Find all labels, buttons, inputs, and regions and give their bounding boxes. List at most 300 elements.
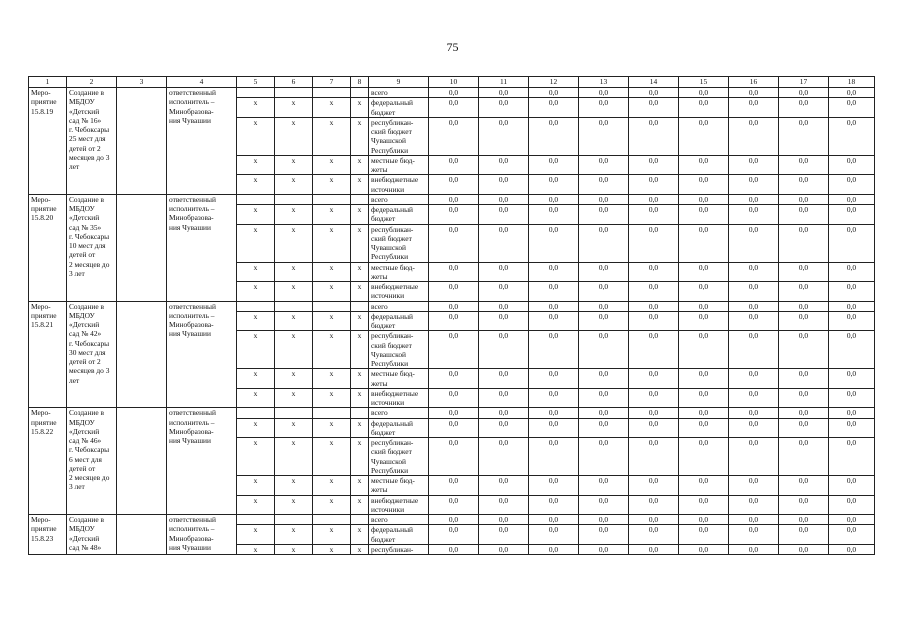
amount-cell: 0,0 [529,175,579,195]
code-cell: х [313,98,351,118]
amount-cell: 0,0 [679,117,729,155]
measure-name-line: детей от [69,250,96,260]
amount-cell: 0,0 [529,438,579,476]
table-row [29,301,875,311]
amount-cell: 0,0 [529,117,579,155]
code-cell [351,408,369,418]
code-cell [237,515,275,525]
amount-cell: 0,0 [579,438,629,476]
measure-code [29,408,67,515]
table-row [29,88,875,98]
measure-name-line: месяцев до 3 [69,152,110,162]
amount-cell: 0,0 [829,525,875,545]
amount-cell: 0,0 [479,388,529,408]
funding-source-line: федеральный [371,418,413,428]
code-cell: х [313,224,351,262]
amount-cell: 0,0 [479,155,529,175]
funding-source-line: ский бюджет [371,233,412,243]
measure-code-line: приятие [31,204,57,213]
amount-cell: 0,0 [529,301,579,311]
measure-name-line: детей от 2 [69,357,101,366]
amount-cell: 0,0 [779,194,829,204]
measure-name-line: лет [69,375,80,385]
code-cell [275,88,313,98]
funding-source-line: Чувашской [371,136,407,146]
code-cell: х [275,525,313,545]
amount-cell: 0,0 [429,175,479,195]
measure-name [67,301,117,408]
amount-cell: 0,0 [729,495,779,515]
amount-cell: 0,0 [829,301,875,311]
amount-cell: 0,0 [779,155,829,175]
amount-cell: 0,0 [829,194,875,204]
amount-cell: 0,0 [779,282,829,302]
amount-cell: 0,0 [629,175,679,195]
amount-cell: 0,0 [729,88,779,98]
measure-code-line: Меро- [31,408,51,418]
code-cell: х [275,117,313,155]
amount-cell: 0,0 [679,438,729,476]
measure-code-line: Меро- [31,88,51,97]
amount-cell: 0,0 [779,495,829,515]
code-cell: х [351,117,369,155]
measure-name [67,88,117,195]
funding-source [369,408,429,418]
amount-cell: 0,0 [429,495,479,515]
code-cell: х [237,155,275,175]
amount-cell: 0,0 [579,301,629,311]
amount-cell: 0,0 [729,476,779,496]
funding-source-line: местные бюд- [371,262,415,272]
code-cell: х [313,175,351,195]
amount-cell: 0,0 [629,476,679,496]
code-cell [313,194,351,204]
column-number: 18 [829,77,875,88]
amount-cell: 0,0 [479,515,529,525]
amount-cell: 0,0 [829,117,875,155]
amount-cell: 0,0 [729,418,779,438]
responsible-executor [167,301,237,408]
code-cell: х [313,311,351,331]
amount-cell: 0,0 [429,88,479,98]
amount-cell: 0,0 [679,301,729,311]
code-cell: х [313,495,351,515]
amount-cell: 0,0 [529,495,579,515]
amount-cell: 0,0 [529,525,579,545]
funding-source-line: всего [371,408,388,418]
amount-cell: 0,0 [479,262,529,282]
measure-name [67,194,117,301]
funding-source-line: всего [371,301,388,311]
amount-cell: 0,0 [829,418,875,438]
funding-source-line: жеты [371,165,388,174]
responsible-line: Минобразова- [169,320,214,329]
amount-cell: 0,0 [629,408,679,418]
funding-source-line: Республики [371,465,409,475]
code-cell: х [313,476,351,496]
amount-cell: 0,0 [529,98,579,118]
measure-name-line: сад № 48» [69,542,102,552]
funding-source-line: Республики [371,252,409,262]
funding-source [369,194,429,204]
code-cell: х [313,282,351,302]
responsible-line: ния Чувашии [169,115,211,125]
funding-source-line: местные бюд- [371,155,415,165]
amount-cell: 0,0 [429,301,479,311]
amount-cell: 0,0 [529,194,579,204]
amount-cell: 0,0 [429,331,479,369]
responsible-line: Минобразова- [169,533,214,543]
measure-name-line: г. Чебоксары [69,231,110,241]
responsible-line: Минобразова- [169,213,214,223]
amount-cell: 0,0 [479,544,529,554]
funding-source [369,418,429,438]
funding-source-line: бюджет [371,107,396,117]
measure-name-line: 2 месяцев до [69,259,110,269]
amount-cell: 0,0 [679,331,729,369]
funding-source [369,88,429,98]
amount-cell: 0,0 [629,301,679,311]
funding-source [369,438,429,476]
amount-cell: 0,0 [579,408,629,418]
amount-cell: 0,0 [829,175,875,195]
code-cell: х [275,282,313,302]
amount-cell: 0,0 [479,331,529,369]
column-number: 15 [679,77,729,88]
responsible-line: ответственный [169,88,216,97]
amount-cell: 0,0 [529,418,579,438]
responsible-line: Минобразова- [169,106,214,116]
funding-source [369,98,429,118]
amount-cell: 0,0 [429,205,479,225]
measure-name-line: МБДОУ [69,417,95,427]
amount-cell: 0,0 [429,438,479,476]
code-cell [275,301,313,311]
funding-source-line: Республики [371,145,409,155]
measure-name-line: 6 мест для [69,454,102,464]
code-cell: х [313,369,351,389]
amount-cell: 0,0 [829,476,875,496]
amount-cell: 0,0 [729,282,779,302]
code-cell: х [351,155,369,175]
measure-name-line: месяцев до 3 [69,366,110,376]
column-number: 1 [29,77,67,88]
code-cell: х [313,117,351,155]
amount-cell: 0,0 [429,418,479,438]
amount-cell: 0,0 [779,476,829,496]
column-number: 13 [579,77,629,88]
funding-source [369,155,429,175]
amount-cell: 0,0 [529,388,579,408]
amount-cell: 0,0 [829,224,875,262]
measure-code [29,515,67,555]
responsible-line: исполнитель – [169,310,215,320]
amount-cell: 0,0 [829,282,875,302]
funding-source-line: жеты [371,271,388,281]
funding-source [369,301,429,311]
amount-cell: 0,0 [429,311,479,331]
code-cell: х [351,205,369,225]
amount-cell: 0,0 [579,262,629,282]
funding-source-line: местные бюд- [371,369,415,379]
table-body [29,88,875,555]
amount-cell: 0,0 [679,515,729,525]
amount-cell: 0,0 [829,205,875,225]
funding-source-line: ский бюджет [371,127,412,136]
funding-source [369,331,429,369]
amount-cell: 0,0 [629,525,679,545]
empty-cell [117,194,167,301]
code-cell: х [237,224,275,262]
responsible-executor [167,194,237,301]
code-cell: х [237,331,275,369]
measure-name-line: Создание в [69,515,104,524]
code-cell: х [351,495,369,515]
funding-source-line: республикан- [371,224,414,234]
measure-code-line: приятие [31,97,57,107]
amount-cell: 0,0 [829,438,875,476]
measure-name-line: «Детский [69,426,100,436]
code-cell: х [237,418,275,438]
amount-cell: 0,0 [529,369,579,389]
code-cell: х [351,476,369,496]
funding-source-line: республикан- [371,117,414,127]
amount-cell: 0,0 [729,194,779,204]
amount-cell: 0,0 [529,331,579,369]
code-cell [237,301,275,311]
column-number: 11 [479,77,529,88]
code-cell [313,88,351,98]
code-cell: х [237,388,275,408]
amount-cell: 0,0 [779,311,829,331]
code-cell [237,88,275,98]
measure-code-line: приятие [31,310,57,320]
amount-cell: 0,0 [629,117,679,155]
funding-source [369,369,429,389]
amount-cell: 0,0 [579,525,629,545]
amount-cell: 0,0 [529,476,579,496]
code-cell: х [275,175,313,195]
responsible-line: исполнитель – [169,417,215,427]
amount-cell: 0,0 [479,438,529,476]
amount-cell: 0,0 [579,224,629,262]
amount-cell: 0,0 [779,388,829,408]
page-number: 75 [446,40,459,54]
code-cell [351,301,369,311]
code-cell [237,194,275,204]
amount-cell: 0,0 [479,369,529,389]
funding-source [369,515,429,525]
measure-name-line: 10 мест для [69,241,106,250]
amount-cell: 0,0 [779,544,829,554]
amount-cell: 0,0 [779,331,829,369]
measure-name-line: 3 лет [69,482,85,492]
amount-cell: 0,0 [629,418,679,438]
code-cell: х [237,525,275,545]
amount-cell: 0,0 [679,262,729,282]
column-number: 10 [429,77,479,88]
amount-cell: 0,0 [779,262,829,282]
measure-code [29,194,67,301]
amount-cell: 0,0 [529,408,579,418]
amount-cell: 0,0 [429,408,479,418]
funding-source-line: источники [371,291,405,301]
funding-source [369,262,429,282]
code-cell: х [351,98,369,118]
amount-cell: 0,0 [779,175,829,195]
amount-cell: 0,0 [529,311,579,331]
code-cell: х [275,418,313,438]
column-number: 12 [529,77,579,88]
amount-cell: 0,0 [829,331,875,369]
amount-cell: 0,0 [829,98,875,118]
amount-cell: 0,0 [779,418,829,438]
amount-cell: 0,0 [579,205,629,225]
amount-cell: 0,0 [829,515,875,525]
amount-cell: 0,0 [629,388,679,408]
amount-cell: 0,0 [579,495,629,515]
amount-cell: 0,0 [629,495,679,515]
measure-name-line: «Детский [69,533,100,543]
amount-cell: 0,0 [429,117,479,155]
amount-cell: 0,0 [729,525,779,545]
amount-cell: 0,0 [729,369,779,389]
amount-cell: 0,0 [479,98,529,118]
table-row [29,408,875,418]
amount-cell: 0,0 [429,224,479,262]
amount-cell: 0,0 [829,88,875,98]
code-cell: х [313,205,351,225]
amount-cell: 0,0 [429,476,479,496]
measure-name-line: сад № 42» [69,329,102,339]
empty-cell [117,88,167,195]
amount-cell: 0,0 [479,311,529,331]
amount-cell: 0,0 [629,205,679,225]
funding-source-line: внебюджетные [371,388,419,398]
code-cell: х [351,418,369,438]
amount-cell: 0,0 [829,495,875,515]
code-cell: х [237,495,275,515]
code-cell [351,194,369,204]
amount-cell: 0,0 [779,408,829,418]
amount-cell: 0,0 [429,194,479,204]
funding-source-line: Чувашской [371,456,407,466]
measure-name-line: лет [69,162,80,171]
amount-cell: 0,0 [529,515,579,525]
code-cell: х [237,117,275,155]
amount-cell: 0,0 [729,544,779,554]
amount-cell: 0,0 [779,117,829,155]
column-number: 6 [275,77,313,88]
amount-cell: 0,0 [629,438,679,476]
funding-source-line: ский бюджет [371,340,412,350]
column-number: 14 [629,77,679,88]
code-cell: х [237,369,275,389]
code-cell: х [351,175,369,195]
code-cell: х [237,438,275,476]
funding-source-line: бюджет [371,214,396,224]
measure-name-line: МБДОУ [69,524,95,534]
amount-cell: 0,0 [829,544,875,554]
funding-source [369,544,429,554]
funding-source [369,175,429,195]
amount-cell: 0,0 [679,205,729,225]
code-cell [275,515,313,525]
amount-cell: 0,0 [679,175,729,195]
amount-cell: 0,0 [679,388,729,408]
measure-name-line: «Детский [69,320,100,329]
code-cell: х [275,544,313,554]
amount-cell: 0,0 [479,418,529,438]
amount-cell: 0,0 [679,155,729,175]
funding-source [369,282,429,302]
measure-code [29,301,67,408]
amount-cell: 0,0 [429,155,479,175]
amount-cell: 0,0 [779,369,829,389]
funding-source-line: всего [371,88,388,97]
responsible-line: Минобразова- [169,426,214,436]
funding-source-line: внебюджетные [371,175,419,185]
measure-name-line: МБДОУ [69,310,95,320]
responsible-line: ния Чувашии [169,436,211,445]
amount-cell: 0,0 [579,98,629,118]
code-cell: х [313,155,351,175]
amount-cell: 0,0 [629,515,679,525]
funding-source-line: источники [371,184,405,194]
code-cell: х [351,438,369,476]
column-number: 7 [313,77,351,88]
code-cell [275,194,313,204]
measure-name-line: г. Чебоксары [69,125,110,134]
funding-source-line: республикан- [371,331,414,341]
column-number: 8 [351,77,369,88]
funding-source [369,117,429,155]
responsible-executor [167,408,237,515]
amount-cell: 0,0 [579,282,629,302]
amount-cell: 0,0 [629,311,679,331]
table-row [29,515,875,525]
funding-source-line: внебюджетные [371,495,419,505]
amount-cell: 0,0 [579,388,629,408]
code-cell: х [275,331,313,369]
measure-code-line: 15.8.19 [31,106,54,116]
measure-name-line: МБДОУ [69,204,95,213]
code-cell: х [351,369,369,389]
funding-source [369,205,429,225]
measure-code-line: приятие [31,417,57,427]
amount-cell: 0,0 [679,88,729,98]
measure-code-line: 15.8.20 [31,213,54,223]
code-cell: х [313,544,351,554]
column-number: 3 [117,77,167,88]
code-cell: х [351,388,369,408]
amount-cell: 0,0 [479,495,529,515]
column-number: 4 [167,77,237,88]
measure-code [29,88,67,195]
amount-cell: 0,0 [829,311,875,331]
code-cell: х [313,525,351,545]
amount-cell: 0,0 [779,205,829,225]
code-cell: х [275,388,313,408]
code-cell: х [351,224,369,262]
code-cell: х [275,224,313,262]
measure-name-line: 2 месяцев до [69,473,110,482]
amount-cell: 0,0 [579,311,629,331]
amount-cell: 0,0 [779,515,829,525]
measure-name-line: Создание в [69,194,104,204]
amount-cell: 0,0 [529,224,579,262]
amount-cell: 0,0 [579,369,629,389]
